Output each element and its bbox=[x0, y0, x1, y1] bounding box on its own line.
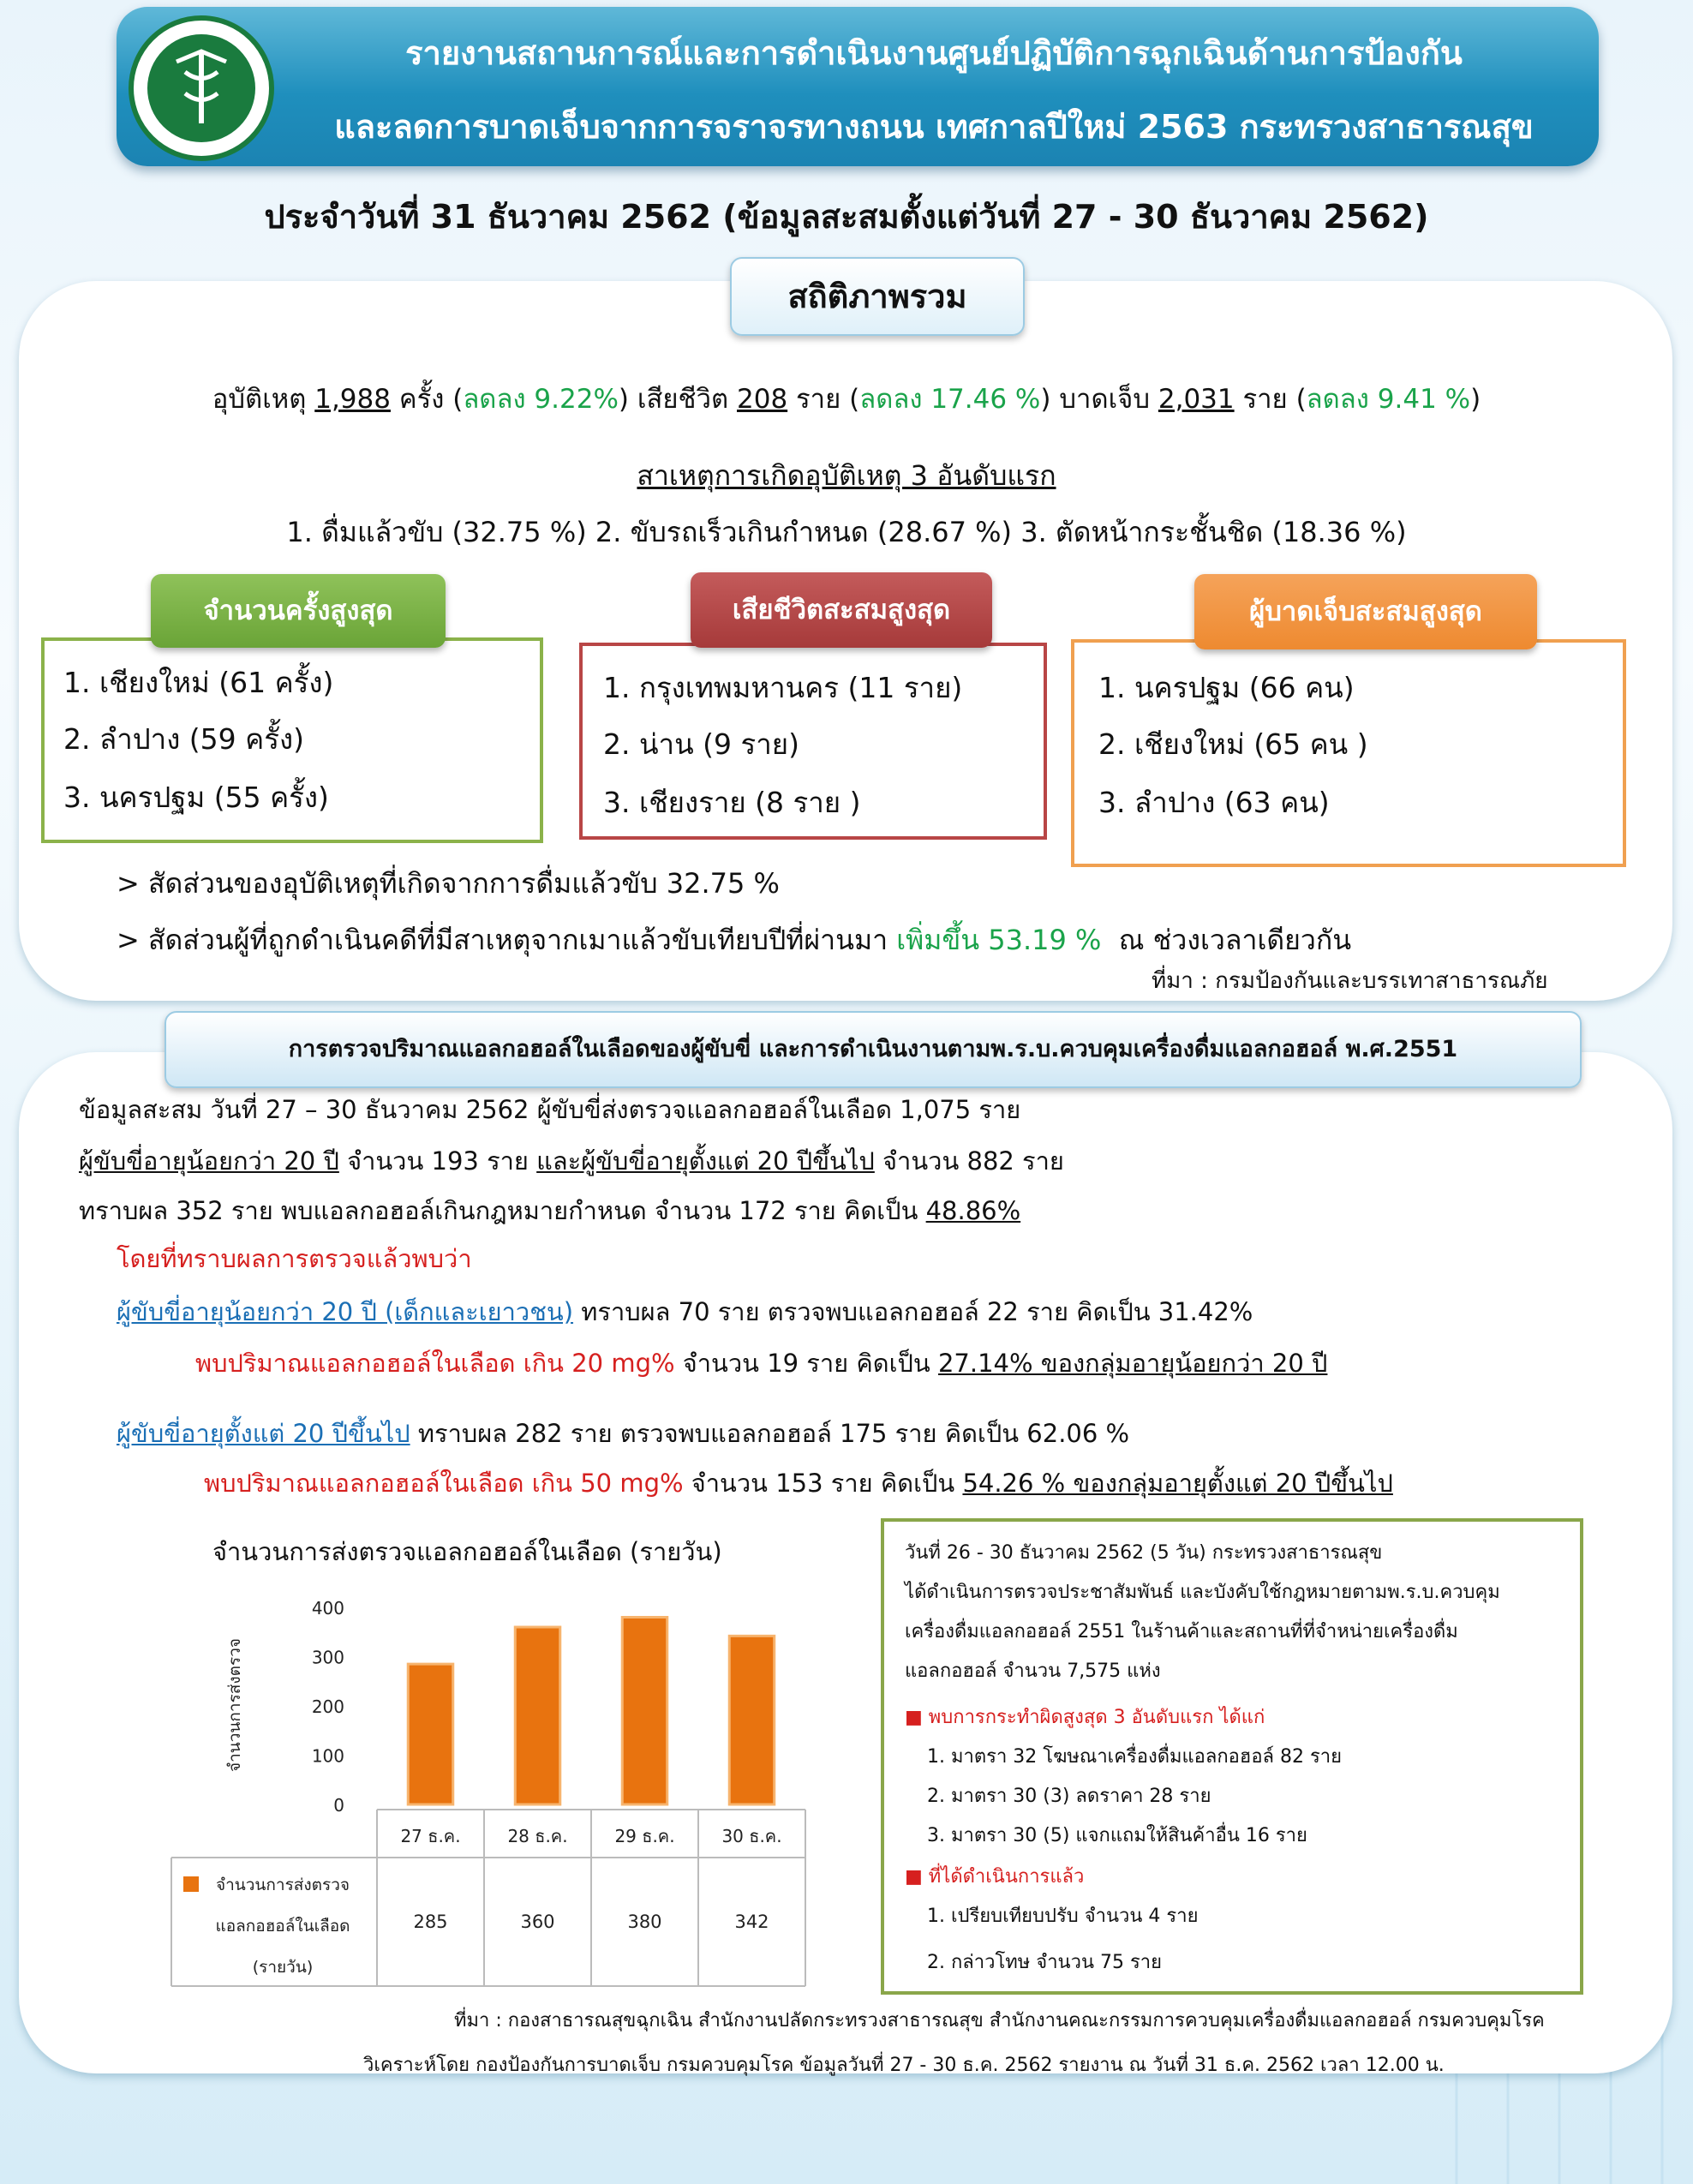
violations-heading: ■ พบการกระทำผิดสูงสุด 3 อันดับแรก ได้แก่ bbox=[905, 1707, 1265, 1728]
bar bbox=[622, 1618, 667, 1805]
y-tick-label: 200 bbox=[311, 1696, 344, 1717]
bar bbox=[729, 1636, 775, 1804]
alcohol-age-groups: ผู้ขับขี่อายุน้อยกว่า 20 ปี จำนวน 193 ราย และผู้ขับขี่อายุตั้งแต่ 20 ปีขึ้นไป จำนวน 882 ราย bbox=[79, 1146, 1064, 1176]
header-title-line2: และลดการบาดเจ็บจากการจราจรทางถนน เทศกาลปีใหม่ 2563 กระทรวงสาธารณสุข bbox=[334, 108, 1534, 146]
under20-results: ผู้ขับขี่อายุน้อยกว่า 20 ปี (เด็กและเยาวชน) ทราบผล 70 ราย ตรวจพบแอลกอฮอล์ 22 ราย คิดเป็น 31.42% bbox=[117, 1297, 1253, 1326]
alcohol-cumulative: ข้อมูลสะสม วันที่ 27 – 30 ธันวาคม 2562 ผู้ขับขี่ส่งตรวจแอลกอฮอล์ในเลือด 1,075 ราย bbox=[79, 1095, 1021, 1124]
report-date: ประจำวันที่ 31 ธันวาคม 2562 (ข้อมูลสะสมตั้งแต่วันที่ 27 - 30 ธันวาคม 2562) bbox=[264, 198, 1429, 236]
action-item: 2. กล่าวโทษ จำนวน 75 ราย bbox=[927, 1952, 1163, 1973]
top-accidents-title: จำนวนครั้งสูงสุด bbox=[151, 574, 446, 648]
legend-label: (รายวัน) bbox=[252, 1958, 314, 1977]
ministry-logo bbox=[129, 15, 274, 161]
footer-source: ที่มา : กองสาธารณสุขฉุกเฉิน สำนักงานปลัดกระทรวงสาธารณสุข สำนักงานคณะกรรมการควบคุมเครื่องดื่มแอลกอฮอล์ กรมควบคุมโรค bbox=[454, 2010, 1545, 2031]
causes-list: 1. ดื่มแล้วขับ (32.75 %) 2. ขับรถเร็วเกินกำหนด (28.67 %) 3. ตัดหน้ากระชั้นชิด (18.36 %) bbox=[286, 516, 1407, 548]
deaths-change: ลดลง 17.46 % bbox=[859, 384, 1041, 415]
action-item: 1. เปรียบเทียบปรับ จำนวน 4 ราย bbox=[927, 1906, 1199, 1927]
y-axis-label: จำนวนการส่งตรวจ bbox=[225, 1637, 244, 1773]
top-accidents-item: 3. นครปฐม (55 ครั้ง) bbox=[63, 781, 329, 814]
chart-title: จำนวนการส่งตรวจแอลกอฮอล์ในเลือด (รายวัน) bbox=[212, 1537, 722, 1566]
drunk-driving-ratio: > สัดส่วนของอุบัติเหตุที่เกิดจากการดื่มแล้วขับ 32.75 % bbox=[117, 867, 780, 900]
legend-label: จำนวนการส่งตรวจ bbox=[215, 1876, 350, 1894]
x-tick-label: 28 ธ.ค. bbox=[507, 1826, 568, 1846]
top-deaths-item: 3. เชียงราย (8 ราย ) bbox=[603, 786, 861, 819]
prosecution-ratio: > สัดส่วนผู้ที่ถูกดำเนินคดีที่มีสาเหตุจากเมาแล้วขับเทียบปีที่ผ่านมา เพิ่มขึ้น 53.19 % ณ ช่วงเวลาเดียวกัน bbox=[117, 924, 1352, 956]
header-title-line1: รายงานสถานการณ์และการดำเนินงานศูนย์ปฏิบัติการฉุกเฉินด้านการป้องกัน bbox=[405, 34, 1463, 72]
footer-analysis: วิเคราะห์โดย กองป้องกันการบาดเจ็บ กรมควบคุมโรค ข้อมูลวันที่ 27 - 30 ธ.ค. 2562 รายงาน ณ วันที่ 31 ธ.ค. 2562 เวลา 12.00 น. bbox=[363, 2055, 1445, 2076]
top-injured-item: 1. นครปฐม (66 คน) bbox=[1098, 671, 1355, 704]
injured-change: ลดลง 9.41 % bbox=[1306, 384, 1471, 415]
y-tick-label: 400 bbox=[311, 1598, 344, 1619]
x-tick-label: 29 ธ.ค. bbox=[614, 1826, 675, 1846]
note-line: วันที่ 26 - 30 ธันวาคม 2562 (5 วัน) กระทรวงสาธารณสุข bbox=[905, 1542, 1383, 1564]
under20-over-limit: พบปริมาณแอลกอฮอล์ในเลือด เกิน 20 mg% จำนวน 19 ราย คิดเป็น 27.14% ของกลุ่มอายุน้อยกว่า 20 ปี bbox=[195, 1349, 1328, 1378]
y-tick-label: 0 bbox=[333, 1795, 344, 1816]
overview-summary: อุบัติเหตุ 1,988 ครั้ง (ลดลง 9.22%) เสียชีวิต 208 ราย (ลดลง 17.46 %) บาดเจ็บ 2,031 ราย (ลดลง 9.41 %) bbox=[212, 384, 1481, 415]
prosecution-change: เพิ่มขึ้น 53.19 % bbox=[896, 924, 1102, 956]
data-label: 380 bbox=[627, 1912, 662, 1932]
overview-source: ที่มา : กรมป้องกันและบรรเทาสาธารณภัย bbox=[1152, 968, 1548, 994]
bar bbox=[408, 1664, 453, 1804]
legend-label: แอลกอฮอล์ในเลือด bbox=[215, 1917, 350, 1936]
data-label: 342 bbox=[734, 1912, 769, 1932]
note-line: ได้ดำเนินการตรวจประชาสัมพันธ์ และบังคับใช้กฎหมายตามพ.ร.บ.ควบคุม bbox=[905, 1582, 1500, 1603]
y-tick-label: 100 bbox=[311, 1745, 344, 1767]
y-tick-label: 300 bbox=[311, 1647, 344, 1668]
legend-swatch bbox=[183, 1876, 199, 1892]
top-injured-item: 2. เชียงใหม่ (65 คน ) bbox=[1098, 727, 1368, 761]
top-deaths-title: เสียชีวิตสะสมสูงสุด bbox=[691, 572, 992, 648]
over20-over-limit: พบปริมาณแอลกอฮอล์ในเลือด เกิน 50 mg% จำนวน 153 ราย คิดเป็น 54.26 % ของกลุ่มอายุตั้งแต่ 20 ปีขึ้นไป bbox=[204, 1469, 1393, 1498]
x-tick-label: 27 ธ.ค. bbox=[400, 1826, 461, 1846]
bar bbox=[515, 1627, 560, 1804]
top-deaths-item: 1. กรุงเทพมหานคร (11 ราย) bbox=[603, 671, 963, 704]
top-injured-title: ผู้บาดเจ็บสะสมสูงสุด bbox=[1194, 574, 1537, 649]
deaths-value: 208 bbox=[737, 384, 788, 415]
accidents-value: 1,988 bbox=[314, 384, 391, 415]
top-accidents-item: 1. เชียงใหม่ (61 ครั้ง) bbox=[63, 666, 334, 699]
violation-item: 3. มาตรา 30 (5) แจกแถมให้สินค้าอื่น 16 ราย bbox=[927, 1825, 1307, 1846]
enforcement-note-box bbox=[881, 1518, 1583, 1995]
causes-heading: สาเหตุการเกิดอุบัติเหตุ 3 อันดับแรก bbox=[637, 459, 1056, 492]
data-label: 285 bbox=[413, 1912, 448, 1932]
top-accidents-item: 2. ลำปาง (59 ครั้ง) bbox=[63, 722, 304, 756]
accidents-change: ลดลง 9.22% bbox=[463, 384, 619, 415]
note-line: แอลกอฮอล์ จำนวน 7,575 แห่ง bbox=[905, 1660, 1161, 1682]
alcohol-tab: การตรวจปริมาณแอลกอฮอล์ในเลือดของผู้ขับขี่ และการดำเนินงานตามพ.ร.บ.ควบคุมเครื่องดื่มแอลกอฮอล์ พ.ศ.2551 bbox=[165, 1011, 1582, 1088]
top-deaths-item: 2. น่าน (9 ราย) bbox=[603, 727, 799, 761]
overview-tab: สถิติภาพรวม bbox=[730, 257, 1025, 336]
alcohol-tests-chart bbox=[163, 1577, 814, 2022]
note-line: เครื่องดื่มแอลกอฮอล์ 2551 ในร้านค้าและสถานที่ที่จำหน่ายเครื่องดื่ม bbox=[905, 1621, 1458, 1642]
violation-item: 1. มาตรา 32 โฆษณาเครื่องดื่มแอลกอฮอล์ 82 ราย bbox=[927, 1746, 1343, 1768]
alcohol-results: ทราบผล 352 ราย พบแอลกอฮอล์เกินกฎหมายกำหนด จำนวน 172 ราย คิดเป็น 48.86% bbox=[79, 1196, 1021, 1225]
alcohol-findings-heading: โดยที่ทราบผลการตรวจแล้วพบว่า bbox=[117, 1244, 472, 1273]
over20-results: ผู้ขับขี่อายุตั้งแต่ 20 ปีขึ้นไป ทราบผล 282 ราย ตรวจพบแอลกอฮอล์ 175 ราย คิดเป็น 62.06 % bbox=[117, 1419, 1130, 1448]
actions-heading: ■ ที่ได้ดำเนินการแล้ว bbox=[905, 1866, 1085, 1888]
top-injured-item: 3. ลำปาง (63 คน) bbox=[1098, 786, 1330, 819]
data-label: 360 bbox=[520, 1912, 555, 1932]
injured-value: 2,031 bbox=[1158, 384, 1235, 415]
x-tick-label: 30 ธ.ค. bbox=[721, 1826, 782, 1846]
violation-item: 2. มาตรา 30 (3) ลดราคา 28 ราย bbox=[927, 1786, 1211, 1807]
